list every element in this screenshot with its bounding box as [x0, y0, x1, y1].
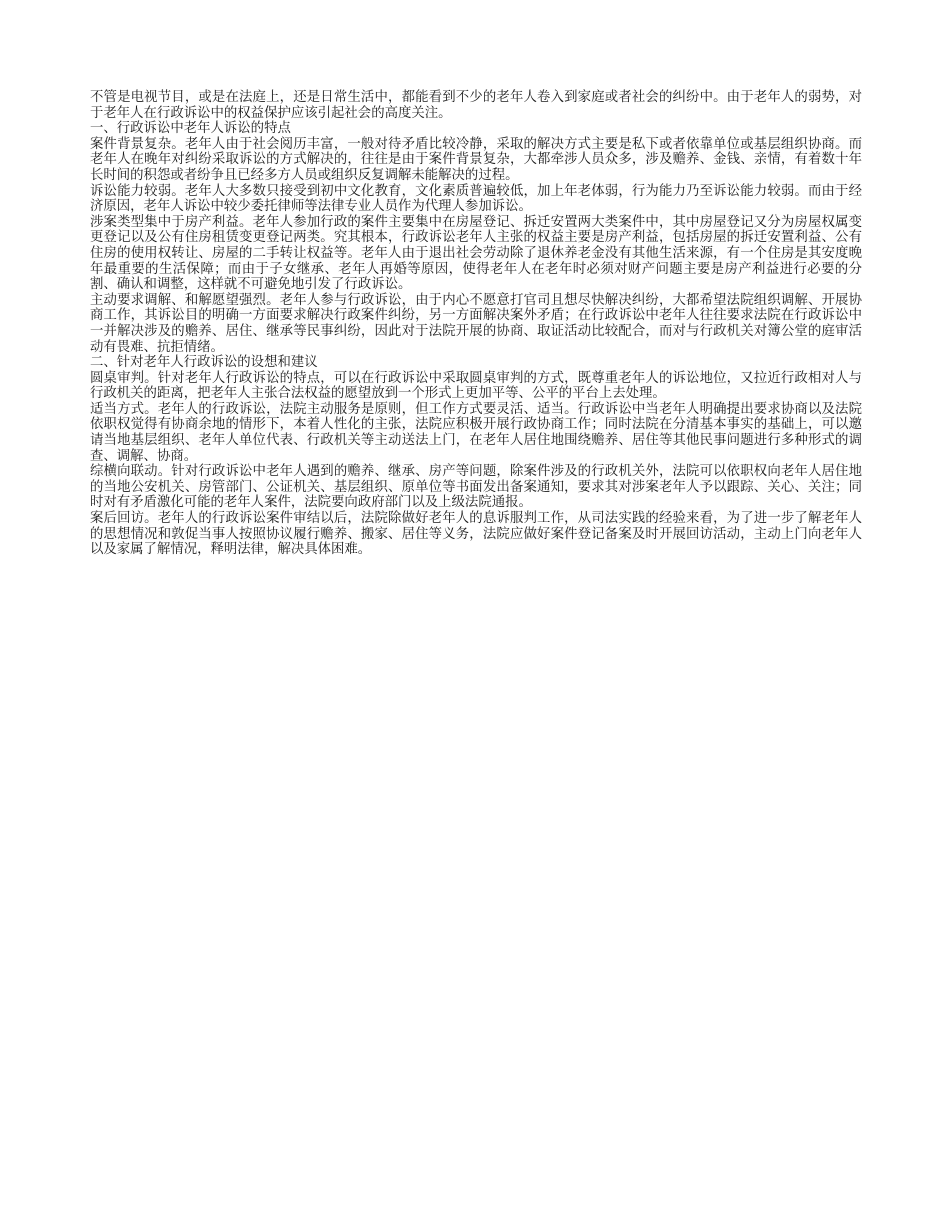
paragraph-weak-litigation-ability: 诉讼能力较弱。老年人大多数只接受到初中文化教育，文化素质普遍较低，加上年老体弱，行为能力乃至诉讼能力较弱。而由于经济原因，老年人诉讼中较少委托律师等法律专业人员作为代理人参加诉讼。: [90, 183, 862, 215]
section-heading-characteristics: 一、行政诉讼中老年人诉讼的特点: [90, 121, 291, 137]
intro-paragraph: 不管是电视节目，或是在法庭上，还是日常生活中，都能看到不少的老年人卷入到家庭或者社会的纠纷中。由于老年人的弱势，对于老年人在行政诉讼中的权益保护应该引起社会的高度关注。: [90, 90, 862, 121]
paragraph-round-table-trial: 圆桌审判。针对老年人行政诉讼的特点，可以在行政诉讼中采取圆桌审判的方式，既尊重老年人的诉讼地位，又拉近行政相对人与行政机关的距离，把老年人主张合法权益的愿望放到一个形式上更加平等、公平的平台上去处理。: [90, 370, 862, 402]
paragraph-property-interests: 涉案类型集中于房产利益。老年人参加行政的案件主要集中在房屋登记、拆迁安置两大类案件中，其中房屋登记又分为房屋权属变更登记以及公有住房租赁变更登记两类。究其根本，行政诉讼老年人主张的权益主要是房产利益，包括房屋的拆迁安置利益、公有住房的使用权转让、房屋的二手转让权益等。老年人由于退出社会劳动除了退休养老金没有其他生活来源，有一个住房是其安度晚年最重要的生活保障；而由于子女继承、老年人再婚等原因，使得老年人在老年时必须对财产问题主要是房产利益进行必要的分割、确认和调整，这样就不可避免地引发了行政诉讼。: [90, 214, 862, 293]
paragraph-horizontal-linkage: 综横向联动。针对行政诉讼中老年人遇到的赡养、继承、房产等问题，除案件涉及的行政机关外，法院可以依职权向老年人居住地的当地公安机关、房管部门、公证机关、基层组织、原单位等书面发出备案通知，要求其对涉案老年人予以跟踪、关心、关注；同时对有矛盾激化可能的老年人案件，法院要向政府部门以及上级法院通报。: [90, 464, 862, 511]
paragraph-follow-up-visits: 案后回访。老年人的行政诉讼案件审结以后，法院除做好老年人的息诉服判工作，从司法实践的经验来看，为了进一步了解老年人的思想情况和敦促当事人按照协议履行赡养、搬家、居住等义务，法院应做好案件登记备案及时开展回访活动，主动上门向老年人以及家属了解情况，释明法律，解决具体困难。: [90, 511, 862, 558]
paragraph-mediation-desire: 主动要求调解、和解愿望强烈。老年人参与行政诉讼，由于内心不愿意打官司且想尽快解决纠纷，大都希望法院组织调解、开展协商工作，其诉讼目的明确一方面要求解决行政案件纠纷，另一方面解决案外矛盾；在行政诉讼中老年人往往要求法院在行政诉讼中一并解决涉及的赡养、居住、继承等民事纠纷，因此对于法院开展的协商、取证活动比较配合，而对与行政机关对簿公堂的庭审活动有畏难、抗拒情绪。: [90, 292, 862, 355]
paragraph-appropriate-methods: 适当方式。老年人的行政诉讼，法院主动服务是原则，但工作方式要灵活、适当。行政诉讼中当老年人明确提出要求协商以及法院依职权觉得有协商余地的情形下，本着人性化的主张，法院应积极开展行政协商工作；同时法院在分清基本事实的基础上，可以邀请当地基层组织、老年人单位代表、行政机关等主动送法上门，在老年人居住地围绕赡养、居住等其他民事问题进行多种形式的调查、调解、协商。: [90, 401, 862, 464]
document-body: [90, 90, 862, 558]
section-heading-suggestions: 二、针对老年人行政诉讼的设想和建议: [90, 355, 318, 371]
paragraph-complex-background: 案件背景复杂。老年人由于社会阅历丰富，一般对待矛盾比较冷静，采取的解决方式主要是私下或者依靠单位或基层组织协商。而老年人在晚年对纠纷采取诉讼的方式解决的，往往是由于案件背景复杂，大都牵涉人员众多，涉及赡养、金钱、亲情，有着数十年长时间的积怨或者纷争且已经多方人员或组织反复调解未能解决的过程。: [90, 136, 862, 183]
